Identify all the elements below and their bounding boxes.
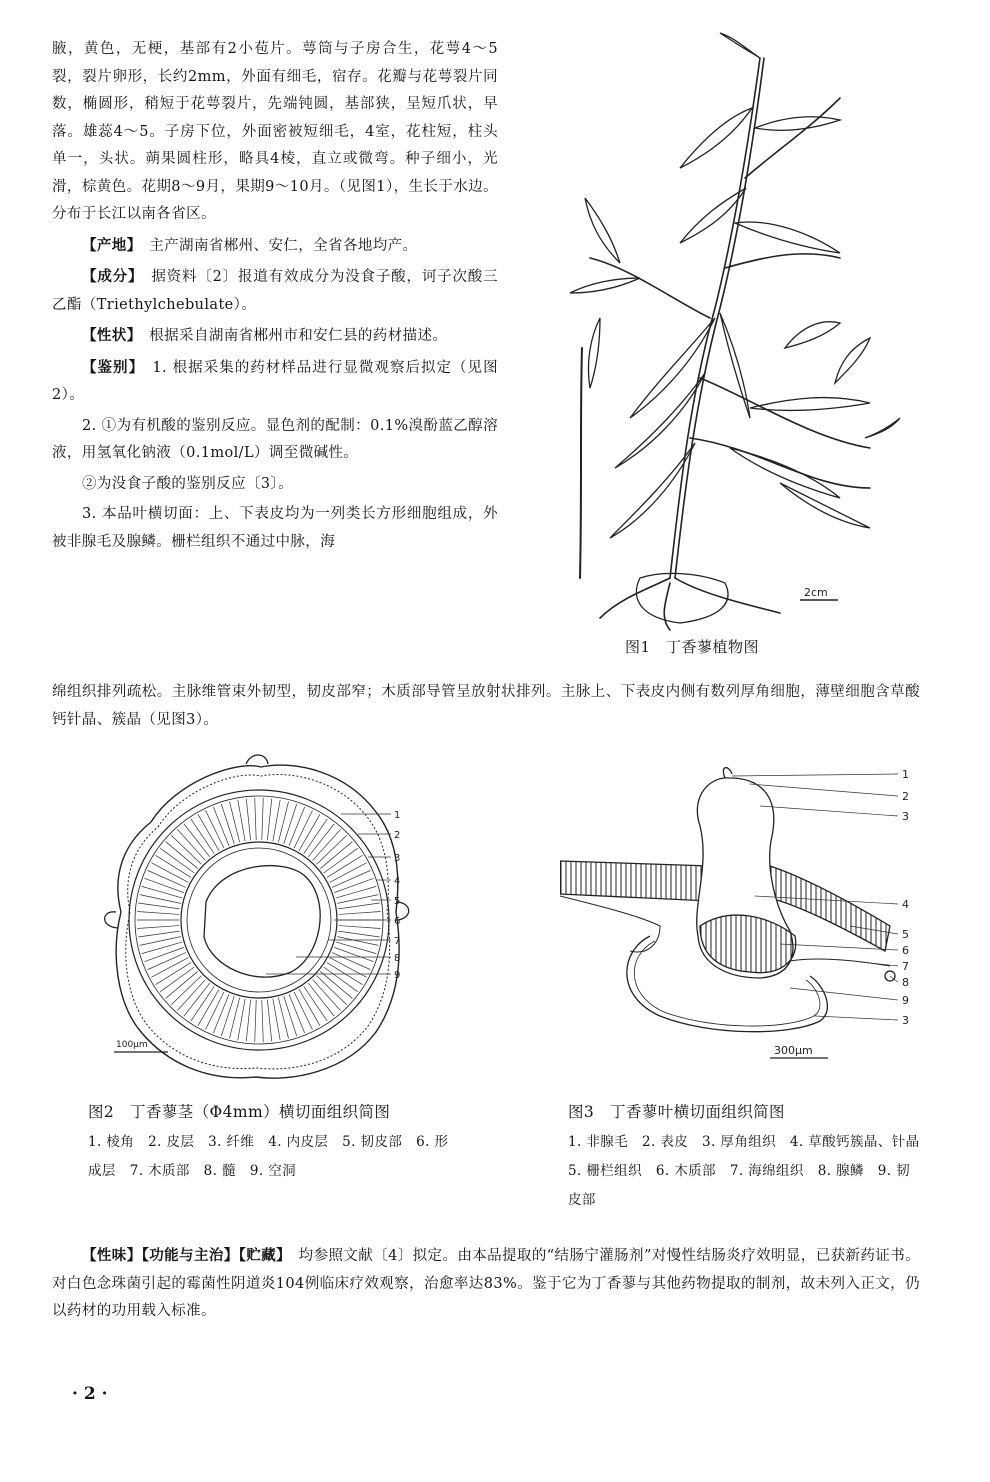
- fig2-label-6: 6: [394, 916, 401, 927]
- xylem-ray: [138, 903, 180, 909]
- fig2-scale-label: 100μm: [116, 1040, 148, 1050]
- xylem-ray: [206, 992, 224, 1030]
- xylem-ray: [339, 911, 381, 914]
- fig1-scale-label: 2cm: [804, 586, 828, 599]
- xylem-ray: [221, 804, 234, 844]
- page-number: · 2 ·: [72, 1384, 108, 1404]
- xylem-ray: [262, 1000, 263, 1042]
- xylem-ray: [284, 996, 297, 1036]
- figure-2-legend: 1. 棱角 2. 皮层 3. 纤维 4. 内皮层 5. 韧皮部 6. 形成层 7. 木质部 8. 髓 9. 空洞: [88, 1134, 449, 1179]
- xylem-ray: [246, 799, 250, 841]
- fig3-scale-label: 300μm: [774, 1044, 813, 1057]
- fig3-label-3b: 3: [902, 1014, 909, 1027]
- paragraph-description: 腋，黄色，无梗，基部有2小苞片。萼筒与子房合生，花萼4～5裂，裂片卵形，长约2mm，外面有细毛，宿存。花瓣与花萼裂片同数，椭圆形，稍短于花萼裂片，先端钝圆，基部狭，呈短爪状，早落。雄蕊4～5。子房下位，外面密被短细毛，4室，花柱短，柱头单一，头状。蒴果圆柱形，略具4棱，直立或微弯。种子细小，光滑，棕黄色。花期8～9月，果期9～10月。（见图1），生长于水边。分布于长江以南各省区。: [52, 41, 498, 222]
- xylem-ray: [262, 798, 263, 840]
- figure-1-caption: 图1 丁香蓼植物图: [625, 638, 760, 656]
- xylem-ray: [144, 947, 183, 961]
- xylem-ray: [206, 810, 224, 848]
- fig2-label-7: 7: [394, 936, 401, 947]
- xylem-ray: [144, 878, 183, 892]
- fig3-label-4: 4: [902, 898, 909, 911]
- paragraph-identification-2: 2. ①为有机酸的鉴别反应。显色剂的配制：0.1%溴酚蓝乙醇溶液，用氢氧化钠液（0.1mol/L）调至微碱性。: [52, 417, 498, 461]
- fig3-label-1: 1: [902, 768, 909, 781]
- xylem-ray: [289, 807, 305, 846]
- xylem-ray: [221, 996, 234, 1036]
- fig2-label-3: 3: [394, 853, 401, 864]
- fig3-label-5: 5: [902, 928, 909, 941]
- xylem-ray: [148, 870, 186, 887]
- figure-3-title: 图3 丁香蓼叶横切面组织简图: [568, 1103, 785, 1121]
- xylem-ray: [334, 947, 373, 961]
- fig2-label-4: 4: [394, 876, 401, 887]
- xylem-ray: [294, 992, 312, 1030]
- xylem-ray: [338, 931, 380, 937]
- xylem-ray: [284, 804, 297, 844]
- fig3-label-3: 3: [902, 810, 909, 823]
- fig2-label-9: 9: [394, 970, 401, 981]
- xylem-ray: [213, 994, 229, 1033]
- paragraph-identification-3: 3. 本品叶横切面：上、下表皮均为一列类长方形细胞组成，外被非腺毛及腺鳞。栅栏组织不通过中脉，海: [52, 506, 498, 550]
- xylem-ray: [138, 931, 180, 937]
- xylem-ray: [334, 878, 373, 892]
- xylem-ray: [289, 994, 305, 1033]
- figure-2-caption: [88, 1100, 458, 1186]
- xylem-ray: [229, 802, 239, 843]
- bottom-text: [52, 1242, 920, 1326]
- fig3-label-6: 6: [902, 944, 909, 957]
- paragraph-identification: 【鉴别】 1. 根据采集的药材样品进行显微观察后拟定（见图2）。: [52, 358, 498, 403]
- xylem-ray: [294, 810, 312, 848]
- xylem-ray: [213, 807, 229, 846]
- paragraph-components: 【成分】 据资料〔2〕报道有效成分为没食子酸，诃子次酸三乙酯（Triethylchebulate）。: [52, 268, 498, 313]
- paragraph-function: 【性味】【功能与主治】【贮藏】 均参照文献〔4〕拟定。由本品提取的“结肠宁灌肠剂”对慢性结肠炎疗效明显，已获新药证书。对白色念珠菌引起的霉菌性阴道炎104例临床疗效观察，治愈率达83%。鉴于它为丁香蓼与其他药物提取的制剂，故未列入正文，仍以药材的功用载入标准。: [52, 1247, 920, 1319]
- xylem-ray: [229, 998, 239, 1039]
- xylem-ray: [267, 1000, 271, 1042]
- xylem-ray: [246, 1000, 250, 1042]
- fig2-label-2: 2: [394, 830, 401, 841]
- fig2-label-5: 5: [394, 896, 401, 907]
- xylem-ray: [137, 911, 179, 914]
- fig3-label-8: 8: [902, 976, 909, 989]
- fig3-label-9: 9: [902, 994, 909, 1007]
- xylem-ray: [278, 802, 288, 843]
- figure-2-title: 图2 丁香蓼茎（Φ4mm）横切面组织简图: [88, 1103, 391, 1121]
- xylem-ray: [273, 800, 280, 841]
- figure-1-plant-drawing: [520, 18, 920, 638]
- xylem-ray: [148, 953, 186, 970]
- fig2-label-8: 8: [394, 953, 401, 964]
- xylem-ray: [238, 800, 245, 841]
- xylem-ray: [255, 798, 256, 840]
- xylem-ray: [255, 1000, 256, 1042]
- paragraph-identification-2b: ②为没食子酸的鉴别反应〔3〕。: [82, 475, 293, 492]
- left-column-text: [52, 36, 498, 559]
- xylem-ray: [332, 953, 370, 970]
- xylem-ray: [339, 926, 381, 929]
- xylem-ray: [278, 998, 288, 1039]
- xylem-ray: [267, 799, 271, 841]
- fig3-label-2: 2: [902, 790, 909, 803]
- full-width-text: [52, 679, 920, 734]
- xylem-ray: [273, 999, 280, 1040]
- paragraph-origin: 【产地】 主产湖南省郴州、安仁，全省各地均产。: [82, 236, 418, 254]
- figure-2-stem-section: [96, 752, 426, 1092]
- paragraph-properties: 【性状】 根据采自湖南省郴州市和安仁县的药材描述。: [82, 327, 448, 344]
- xylem-ray: [137, 926, 179, 929]
- xylem-ray: [332, 870, 370, 887]
- xylem-ray: [338, 903, 380, 909]
- fig3-label-7: 7: [902, 960, 909, 973]
- paragraph-leaf-section: 绵组织排列疏松。主脉维管束外韧型，韧皮部窄；木质部导管呈放射状排列。主脉上、下表皮内侧有数列厚角细胞，薄壁细胞含草酸钙针晶、簇晶（见图3）。: [52, 684, 920, 728]
- xylem-ray: [238, 999, 245, 1040]
- figure-3-leaf-section: [560, 766, 930, 1066]
- figure-3-legend: 1. 非腺毛 2. 表皮 3. 厚角组织 4. 草酸钙簇晶、针晶 5. 栅栏组织 6. 木质部 7. 海绵组织 8. 腺鳞 9. 韧皮部: [568, 1134, 934, 1208]
- fig2-label-1: 1: [394, 810, 401, 821]
- figure-3-caption: [568, 1100, 934, 1215]
